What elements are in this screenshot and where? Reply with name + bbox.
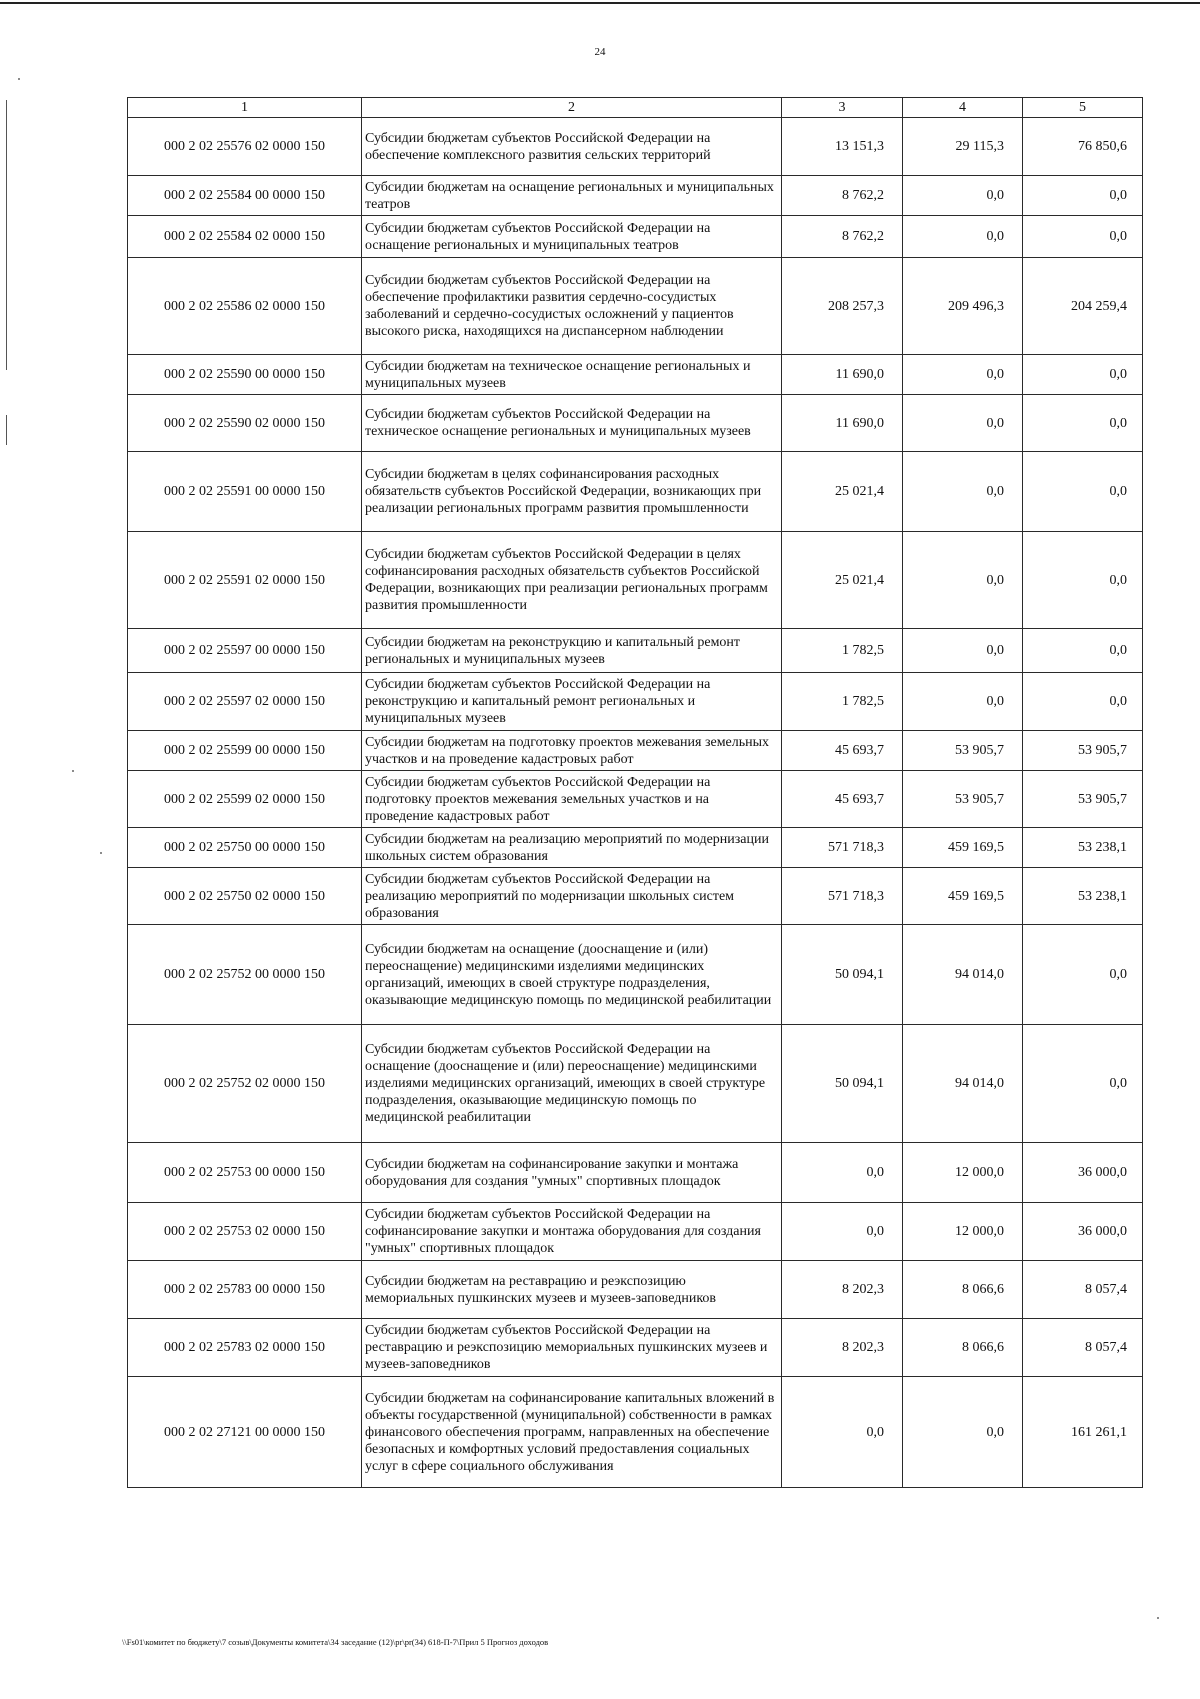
table-row (128, 828, 1143, 868)
value-col3-cell: 1 782,5 (782, 629, 903, 673)
value-col5-cell: 0,0 (1023, 673, 1143, 731)
revenue-name-cell: Субсидии бюджетам субъектов Российской Федерации на софинансирование закупки и монтажа оборудования для создания "умных" спортивных площадок (362, 1203, 782, 1261)
table-row (128, 629, 1143, 673)
value-col4-cell: 0,0 (903, 176, 1023, 216)
value-col3-cell: 11 690,0 (782, 395, 903, 452)
budget-code-cell: 000 2 02 25783 02 0000 150 (128, 1319, 362, 1377)
value-col4-cell: 0,0 (903, 355, 1023, 395)
table-row (128, 1143, 1143, 1203)
revenue-name-cell: Субсидии бюджетам на подготовку проектов межевания земельных участков и на проведение кадастровых работ (362, 731, 782, 771)
budget-code-cell: 000 2 02 25591 02 0000 150 (128, 532, 362, 629)
table-row (128, 1025, 1143, 1143)
table-row (128, 673, 1143, 731)
budget-code-cell: 000 2 02 25576 02 0000 150 (128, 118, 362, 176)
budget-code-cell: 000 2 02 25586 02 0000 150 (128, 258, 362, 355)
value-col3-cell: 571 718,3 (782, 868, 903, 925)
budget-code-cell: 000 2 02 25783 00 0000 150 (128, 1261, 362, 1319)
header-cell-4: 4 (903, 98, 1023, 118)
table-row (128, 176, 1143, 216)
table-row (128, 216, 1143, 258)
value-col4-cell: 0,0 (903, 532, 1023, 629)
budget-code-cell: 000 2 02 25597 00 0000 150 (128, 629, 362, 673)
budget-code-cell: 000 2 02 25753 00 0000 150 (128, 1143, 362, 1203)
table-row (128, 118, 1143, 176)
value-col4-cell: 8 066,6 (903, 1261, 1023, 1319)
budget-code-cell: 000 2 02 25597 02 0000 150 (128, 673, 362, 731)
value-col4-cell: 12 000,0 (903, 1203, 1023, 1261)
value-col5-cell: 0,0 (1023, 452, 1143, 532)
revenue-name-cell: Субсидии бюджетам на реконструкцию и капитальный ремонт региональных и муниципальных музеев (362, 629, 782, 673)
value-col5-cell: 0,0 (1023, 355, 1143, 395)
budget-code-cell: 000 2 02 25591 00 0000 150 (128, 452, 362, 532)
value-col3-cell: 0,0 (782, 1203, 903, 1261)
revenue-name-cell: Субсидии бюджетам субъектов Российской Федерации на обеспечение профилактики развития сердечно-сосудистых заболеваний и сердечно-сосудистых осложнений у пациентов высокого риска, находящихся на диспансерном наблюдении (362, 258, 782, 355)
value-col4-cell: 209 496,3 (903, 258, 1023, 355)
value-col3-cell: 45 693,7 (782, 771, 903, 828)
value-col4-cell: 53 905,7 (903, 731, 1023, 771)
budget-code-cell: 000 2 02 25753 02 0000 150 (128, 1203, 362, 1261)
value-col3-cell: 11 690,0 (782, 355, 903, 395)
header-row (128, 98, 1143, 118)
top-rule (0, 2, 1200, 4)
value-col5-cell: 8 057,4 (1023, 1319, 1143, 1377)
value-col4-cell: 459 169,5 (903, 828, 1023, 868)
header-cell-2: 2 (362, 98, 782, 118)
value-col5-cell: 53 238,1 (1023, 868, 1143, 925)
value-col3-cell: 1 782,5 (782, 673, 903, 731)
value-col5-cell: 76 850,6 (1023, 118, 1143, 176)
value-col3-cell: 0,0 (782, 1143, 903, 1203)
revenue-name-cell: Субсидии бюджетам в целях софинансирования расходных обязательств субъектов Российской Федерации, возникающих при реализации региональных программ развития промышленности (362, 452, 782, 532)
value-col3-cell: 25 021,4 (782, 532, 903, 629)
budget-code-cell: 000 2 02 25752 02 0000 150 (128, 1025, 362, 1143)
page-number: 24 (594, 46, 606, 58)
value-col3-cell: 0,0 (782, 1377, 903, 1488)
revenue-forecast-table (127, 97, 1143, 1488)
revenue-name-cell: Субсидии бюджетам на оснащение (дооснащение и (или) переоснащение) медицинскими изделиями медицинских организаций, имеющих в своей структуре подразделения, оказывающие медицинскую помощь по медицинской реабилитации (362, 925, 782, 1025)
budget-code-cell: 000 2 02 25584 02 0000 150 (128, 216, 362, 258)
value-col4-cell: 0,0 (903, 395, 1023, 452)
revenue-name-cell: Субсидии бюджетам на софинансирование капитальных вложений в объекты государственной (муниципальной) собственности в рамках финансового обеспечения программ, направленных на обеспечение безопасных и комфортных условий предоставления социальных услуг в сфере социального обслуживания (362, 1377, 782, 1488)
scan-speck (72, 770, 74, 772)
scan-edge-mark (6, 415, 7, 445)
footer-file-path: \\Fs01\комитет по бюджету\7 созыв\Документы комитета\34 заседание (12)\pr\pr(34) 618-П-7\Прил 5 Прогноз доходов (122, 1637, 549, 1647)
revenue-name-cell: Субсидии бюджетам субъектов Российской Федерации на реконструкцию и капитальный ремонт региональных и муниципальных музеев (362, 673, 782, 731)
value-col3-cell: 571 718,3 (782, 828, 903, 868)
revenue-name-cell: Субсидии бюджетам субъектов Российской Федерации в целях софинансирования расходных обязательств субъектов Российской Федерации, возникающих при реализации региональных программ развития промышленности (362, 532, 782, 629)
revenue-name-cell: Субсидии бюджетам субъектов Российской Федерации на подготовку проектов межевания земельных участков и на проведение кадастровых работ (362, 771, 782, 828)
value-col5-cell: 161 261,1 (1023, 1377, 1143, 1488)
table-row (128, 1203, 1143, 1261)
value-col4-cell: 0,0 (903, 673, 1023, 731)
scan-edge-mark (6, 100, 7, 370)
header-cell-1: 1 (128, 98, 362, 118)
value-col3-cell: 8 202,3 (782, 1319, 903, 1377)
budget-code-cell: 000 2 02 25752 00 0000 150 (128, 925, 362, 1025)
header-cell-3: 3 (782, 98, 903, 118)
value-col4-cell: 459 169,5 (903, 868, 1023, 925)
table-row (128, 1319, 1143, 1377)
value-col5-cell: 36 000,0 (1023, 1143, 1143, 1203)
value-col4-cell: 0,0 (903, 216, 1023, 258)
value-col3-cell: 8 762,2 (782, 216, 903, 258)
scan-speck (1157, 1617, 1159, 1619)
value-col5-cell: 0,0 (1023, 925, 1143, 1025)
value-col5-cell: 0,0 (1023, 1025, 1143, 1143)
table-row (128, 868, 1143, 925)
value-col3-cell: 50 094,1 (782, 1025, 903, 1143)
value-col5-cell: 53 905,7 (1023, 771, 1143, 828)
value-col3-cell: 50 094,1 (782, 925, 903, 1025)
value-col4-cell: 53 905,7 (903, 771, 1023, 828)
table-row (128, 771, 1143, 828)
table-row (128, 731, 1143, 771)
budget-code-cell: 000 2 02 25750 00 0000 150 (128, 828, 362, 868)
value-col4-cell: 8 066,6 (903, 1319, 1023, 1377)
table-row (128, 355, 1143, 395)
table-row (128, 1261, 1143, 1319)
value-col3-cell: 13 151,3 (782, 118, 903, 176)
value-col5-cell: 53 238,1 (1023, 828, 1143, 868)
revenue-name-cell: Субсидии бюджетам на оснащение региональных и муниципальных театров (362, 176, 782, 216)
table-row (128, 258, 1143, 355)
value-col5-cell: 204 259,4 (1023, 258, 1143, 355)
budget-code-cell: 000 2 02 25599 00 0000 150 (128, 731, 362, 771)
table-row (128, 532, 1143, 629)
revenue-name-cell: Субсидии бюджетам субъектов Российской Федерации на обеспечение комплексного развития сельских территорий (362, 118, 782, 176)
value-col4-cell: 0,0 (903, 1377, 1023, 1488)
value-col4-cell: 12 000,0 (903, 1143, 1023, 1203)
table-row (128, 452, 1143, 532)
revenue-name-cell: Субсидии бюджетам на техническое оснащение региональных и муниципальных музеев (362, 355, 782, 395)
table-row (128, 1377, 1143, 1488)
revenue-name-cell: Субсидии бюджетам на реализацию мероприятий по модернизации школьных систем образования (362, 828, 782, 868)
budget-code-cell: 000 2 02 27121 00 0000 150 (128, 1377, 362, 1488)
budget-code-cell: 000 2 02 25584 00 0000 150 (128, 176, 362, 216)
table-row (128, 395, 1143, 452)
revenue-name-cell: Субсидии бюджетам на реставрацию и реэкспозицию мемориальных пушкинских музеев и музеев-заповедников (362, 1261, 782, 1319)
budget-code-cell: 000 2 02 25590 00 0000 150 (128, 355, 362, 395)
value-col5-cell: 0,0 (1023, 395, 1143, 452)
value-col4-cell: 94 014,0 (903, 1025, 1023, 1143)
header-cell-5: 5 (1023, 98, 1143, 118)
revenue-name-cell: Субсидии бюджетам на софинансирование закупки и монтажа оборудования для создания "умных" спортивных площадок (362, 1143, 782, 1203)
value-col3-cell: 8 202,3 (782, 1261, 903, 1319)
value-col5-cell: 8 057,4 (1023, 1261, 1143, 1319)
budget-code-cell: 000 2 02 25590 02 0000 150 (128, 395, 362, 452)
budget-code-cell: 000 2 02 25599 02 0000 150 (128, 771, 362, 828)
revenue-name-cell: Субсидии бюджетам субъектов Российской Федерации на реализацию мероприятий по модернизации школьных систем образования (362, 868, 782, 925)
revenue-name-cell: Субсидии бюджетам субъектов Российской Федерации на техническое оснащение региональных и муниципальных музеев (362, 395, 782, 452)
value-col5-cell: 0,0 (1023, 176, 1143, 216)
value-col5-cell: 36 000,0 (1023, 1203, 1143, 1261)
value-col4-cell: 0,0 (903, 452, 1023, 532)
value-col4-cell: 94 014,0 (903, 925, 1023, 1025)
value-col3-cell: 45 693,7 (782, 731, 903, 771)
table-body (128, 118, 1143, 1488)
table-row (128, 925, 1143, 1025)
scan-speck (18, 78, 20, 80)
value-col5-cell: 0,0 (1023, 629, 1143, 673)
value-col5-cell: 0,0 (1023, 532, 1143, 629)
scan-speck (100, 852, 102, 854)
value-col3-cell: 25 021,4 (782, 452, 903, 532)
value-col5-cell: 53 905,7 (1023, 731, 1143, 771)
revenue-name-cell: Субсидии бюджетам субъектов Российской Федерации на оснащение региональных и муниципальных театров (362, 216, 782, 258)
revenue-name-cell: Субсидии бюджетам субъектов Российской Федерации на оснащение (дооснащение и (или) переоснащение) медицинскими изделиями медицинских организаций, имеющих в своей структуре подразделения, оказывающие медицинскую помощь по медицинской реабилитации (362, 1025, 782, 1143)
value-col4-cell: 29 115,3 (903, 118, 1023, 176)
value-col5-cell: 0,0 (1023, 216, 1143, 258)
value-col4-cell: 0,0 (903, 629, 1023, 673)
revenue-name-cell: Субсидии бюджетам субъектов Российской Федерации на реставрацию и реэкспозицию мемориальных пушкинских музеев и музеев-заповедников (362, 1319, 782, 1377)
value-col3-cell: 8 762,2 (782, 176, 903, 216)
budget-code-cell: 000 2 02 25750 02 0000 150 (128, 868, 362, 925)
value-col3-cell: 208 257,3 (782, 258, 903, 355)
